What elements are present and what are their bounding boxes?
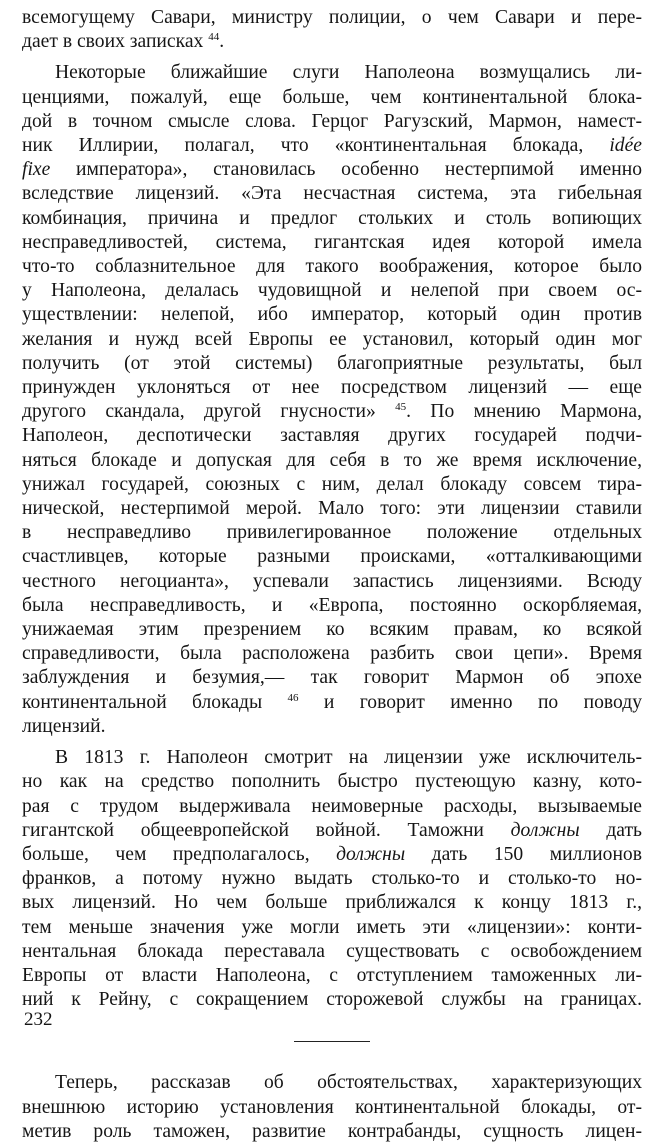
text-run: рая с трудом выдерживала неимоверные расходы, вызываемые	[22, 795, 642, 817]
text-run: что-то соблазнительное для такого воображения, которое было	[22, 256, 642, 278]
text-line	[22, 916, 642, 940]
text-line	[22, 545, 642, 569]
text-line	[22, 521, 642, 545]
text-run: .	[219, 31, 225, 53]
text-run: дать 150 миллионов	[405, 843, 642, 865]
text-run: няться блокаде и допуская для себя в то же время исключение,	[22, 449, 642, 471]
text-line	[22, 666, 642, 690]
text-line	[22, 352, 642, 376]
text-run: принужден уклоняться от нее посредством лицензий — еще	[22, 377, 642, 399]
text-line	[22, 570, 642, 594]
text-run: вых лицензий. Но чем больше приближался к концу 1813 г.,	[22, 892, 642, 914]
text-run: но как на средство пополнить быстро пустеющую казну, кото-	[22, 771, 642, 793]
text-line	[22, 473, 642, 497]
paragraph-gap	[22, 739, 642, 746]
text-run: ценциями, пожалуй, еще больше, чем континентальной блока-	[22, 86, 642, 108]
text-line	[22, 134, 642, 158]
italic-text: fixe	[22, 159, 51, 181]
text-line	[22, 988, 642, 1012]
text-line	[22, 255, 642, 279]
text-run: всемогущему Савари, министру полиции, о чем Савари и пере-	[22, 7, 642, 28]
text-run: уществлении: нелепой, ибо император, который один против	[22, 304, 642, 326]
text-run: ник Иллирии, полагал, что «континентальная блокада,	[22, 135, 610, 157]
italic-text: должны	[510, 819, 580, 841]
text-run: дает в своих записках	[22, 31, 209, 53]
text-line	[22, 770, 642, 794]
text-run: нической, нестерпимой мерой. Мало того: эти лицензии ставили	[22, 498, 642, 520]
text-run: получить (от этой системы) благоприятные результаты, был	[22, 352, 642, 374]
section-divider	[294, 1041, 370, 1042]
text-run: нентальная блокада переставала существовать с освобождением	[22, 940, 642, 962]
text-run: тем меньше значения уже могли иметь эти «лицензии»: конти-	[22, 916, 642, 938]
text-line	[22, 182, 642, 206]
paragraph	[22, 1071, 642, 1144]
text-line	[22, 715, 642, 739]
text-line	[22, 158, 642, 182]
text-line	[22, 1071, 642, 1095]
text-run: вследствие лицензий. «Эта несчастная система, эта гибельная	[22, 183, 642, 205]
text-line	[22, 328, 642, 352]
text-run: Наполеон, деспотически заставляя других государей подчи-	[22, 425, 642, 447]
text-run: Европы от власти Наполеона, с отступлением таможенных ли-	[22, 964, 642, 986]
text-line	[22, 30, 642, 54]
text-line	[22, 843, 642, 867]
text-line	[22, 891, 642, 915]
text-line	[22, 400, 642, 424]
text-line	[22, 279, 642, 303]
text-line	[22, 6, 642, 30]
text-run: и говорит именно по поводу	[298, 691, 642, 713]
footnote-ref: 46	[287, 691, 299, 704]
text-line	[22, 1120, 642, 1144]
text-run: внешнюю историю установления континентальной блокады, от-	[22, 1096, 642, 1118]
text-run: комбинация, причина и предлог стольких и столь вопиющих	[22, 207, 642, 229]
text-line	[22, 497, 642, 521]
text-line	[22, 867, 642, 891]
text-line	[22, 594, 642, 618]
text-run: у Наполеона, делалась чудовищной и нелепой при своем ос-	[22, 280, 642, 302]
text-run: справедливости, была расположена разбить свои цепи». Время	[22, 643, 642, 665]
paragraph	[22, 61, 642, 739]
text-run: лицензий.	[22, 715, 106, 737]
text-run: . По мнению Мармона,	[406, 401, 642, 423]
text-line	[22, 746, 642, 770]
text-run: несправедливостей, система, гигантская идея которой имела	[22, 231, 642, 253]
text-line	[22, 424, 642, 448]
italic-text: idée	[609, 135, 642, 157]
text-run: заблуждения и безумия,— так говорит Мармон об эпохе	[22, 667, 642, 689]
closing-text-block	[22, 1071, 642, 1144]
text-line	[22, 819, 642, 843]
text-run: была несправедливость, и «Европа, постоянно оскорбляемая,	[22, 594, 642, 616]
footnote-ref: 44	[208, 31, 220, 44]
italic-text: должны	[336, 843, 406, 865]
text-line	[22, 964, 642, 988]
text-line	[22, 1096, 642, 1120]
text-run: Некоторые ближайшие слуги Наполеона возмущались ли-	[55, 62, 642, 84]
text-run: честного негоцианта», успевали запастись лицензиями. Всюду	[22, 570, 642, 592]
text-line	[22, 940, 642, 964]
text-run: Теперь, рассказав об обстоятельствах, характеризующих	[55, 1072, 642, 1094]
text-run: континентальной блокады	[22, 691, 288, 713]
text-run: унижал государей, союзных с ним, делал блокаду совсем тира-	[22, 473, 642, 495]
text-run: императора», становилась особенно нестерпимой именно	[50, 159, 642, 181]
paragraph	[22, 746, 642, 1012]
text-run: В 1813 г. Наполеон смотрит на лицензии уже исключитель-	[55, 747, 642, 769]
text-line	[22, 303, 642, 327]
text-run: больше, чем предполагалось,	[22, 843, 337, 865]
text-line	[22, 110, 642, 134]
paragraph-gap	[22, 54, 642, 61]
text-run: метив роль таможен, развитие контрабанды, сущность лицен-	[22, 1120, 642, 1142]
footnote-ref: 45	[395, 401, 407, 414]
text-run: другого скандала, другой гнусности»	[22, 401, 396, 423]
text-run: в несправедливо привилегированное положение отдельных	[22, 522, 642, 544]
text-line	[22, 618, 642, 642]
text-run: желания и нужд всей Европы ее установил, который один мог	[22, 328, 642, 350]
text-run: дой в точном смысле слова. Герцог Рагузский, Мармон, намест-	[22, 110, 642, 132]
text-run: гигантской общеевропейской войной. Таможни	[22, 819, 511, 841]
text-line	[22, 376, 642, 400]
text-run: ний к Рейну, с сокращением сторожевой службы на границах.	[22, 989, 642, 1011]
text-run: унижаемая этим презрением ко всяким правам, ко всякой	[22, 619, 642, 641]
paragraph	[22, 6, 642, 54]
text-line	[22, 207, 642, 231]
text-line	[22, 691, 642, 715]
main-text-block	[22, 6, 642, 1012]
text-run: счастливцев, которые разными происками, «отталкивающими	[22, 546, 642, 568]
text-line	[22, 795, 642, 819]
text-run: франков, а потому нужно выдать столько-то и столько-то но-	[22, 868, 642, 890]
text-line	[22, 449, 642, 473]
page-number: 232	[24, 1009, 53, 1030]
text-line	[22, 642, 642, 666]
text-line	[22, 61, 642, 85]
text-line	[22, 231, 642, 255]
text-run: дать	[579, 819, 642, 841]
text-line	[22, 86, 642, 110]
